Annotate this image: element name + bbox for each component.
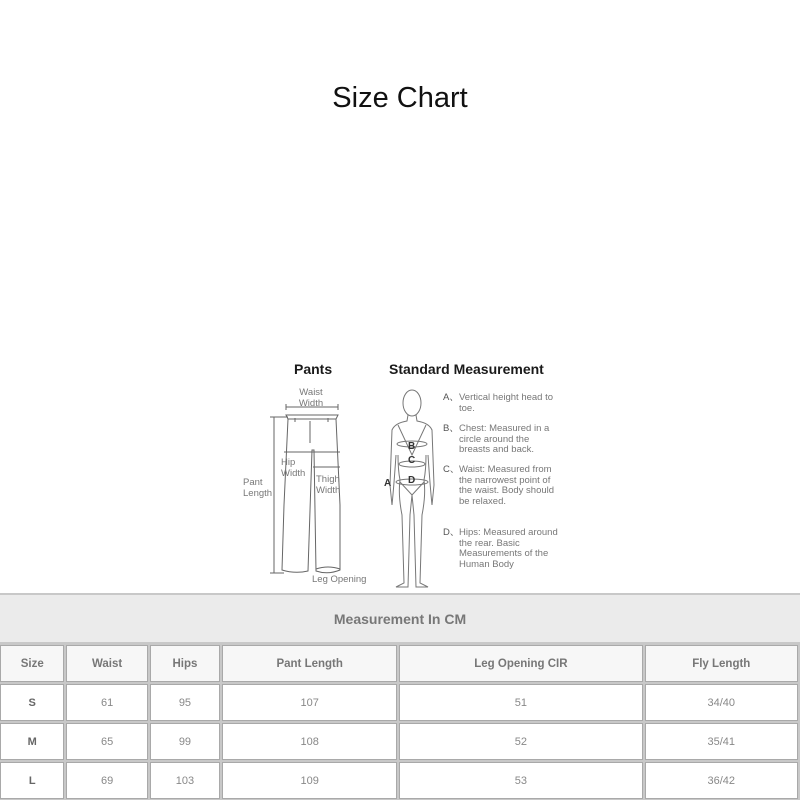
cell-leg-opening: 51 [399,684,642,721]
cell-hips: 95 [150,684,220,721]
cell-pant-length: 107 [222,684,397,721]
column-header-leg-opening: Leg Opening CIR [399,645,642,682]
cell-size: M [0,723,64,760]
cell-size: S [0,684,64,721]
thigh-width-label: Thigh Width [316,474,341,496]
legend-item-c: C、 Waist: Measured from the narrowest point of the waist. Body should be relaxed. [443,464,555,507]
hip-width-label: Hip Width [281,457,306,479]
pants-heading: Pants [294,361,333,377]
measurement-table [0,643,800,801]
legend-item-b: B、 Chest: Measured in a circle around the breasts and back. [443,423,550,455]
cell-pant-length: 109 [222,762,397,799]
waist-width-label: Waist Width [298,387,324,409]
legend-item-d: D、 Hips: Measured around the rear. Basic Measurements of the Human Body [443,527,558,570]
cell-size: L [0,762,64,799]
column-header-fly-length: Fly Length [645,645,798,682]
cell-hips: 99 [150,723,220,760]
cell-waist: 61 [66,684,147,721]
pant-length-label: Pant Length [243,477,273,499]
column-header-waist: Waist [66,645,147,682]
marker-d: D [408,475,416,486]
marker-c: C [408,455,416,466]
leg-opening-label: Leg Opening [312,574,367,585]
cell-leg-opening: 52 [399,723,642,760]
cell-fly-length: 34/40 [645,684,798,721]
standard-measurement-heading: Standard Measurement [389,361,544,377]
body-figure-icon [390,390,434,587]
measurement-illustration [240,355,560,590]
cell-waist: 69 [66,762,147,799]
table-caption: Measurement In CM [0,595,800,642]
cell-fly-length: 36/42 [645,762,798,799]
cell-hips: 103 [150,762,220,799]
marker-b: B [408,441,416,452]
column-header-hips: Hips [150,645,220,682]
table-header-row [0,645,798,682]
size-table [0,593,800,800]
cell-fly-length: 35/41 [645,723,798,760]
legend-item-a: A、 Vertical height head to toe. [443,392,554,414]
cell-leg-opening: 53 [399,762,642,799]
table-row [0,684,798,721]
table-row [0,723,798,760]
cell-pant-length: 108 [222,723,397,760]
marker-a: A [384,478,392,489]
table-row [0,762,798,799]
column-header-pant-length: Pant Length [222,645,397,682]
column-header-size: Size [0,645,64,682]
page-title: Size Chart [332,82,468,114]
cell-waist: 65 [66,723,147,760]
